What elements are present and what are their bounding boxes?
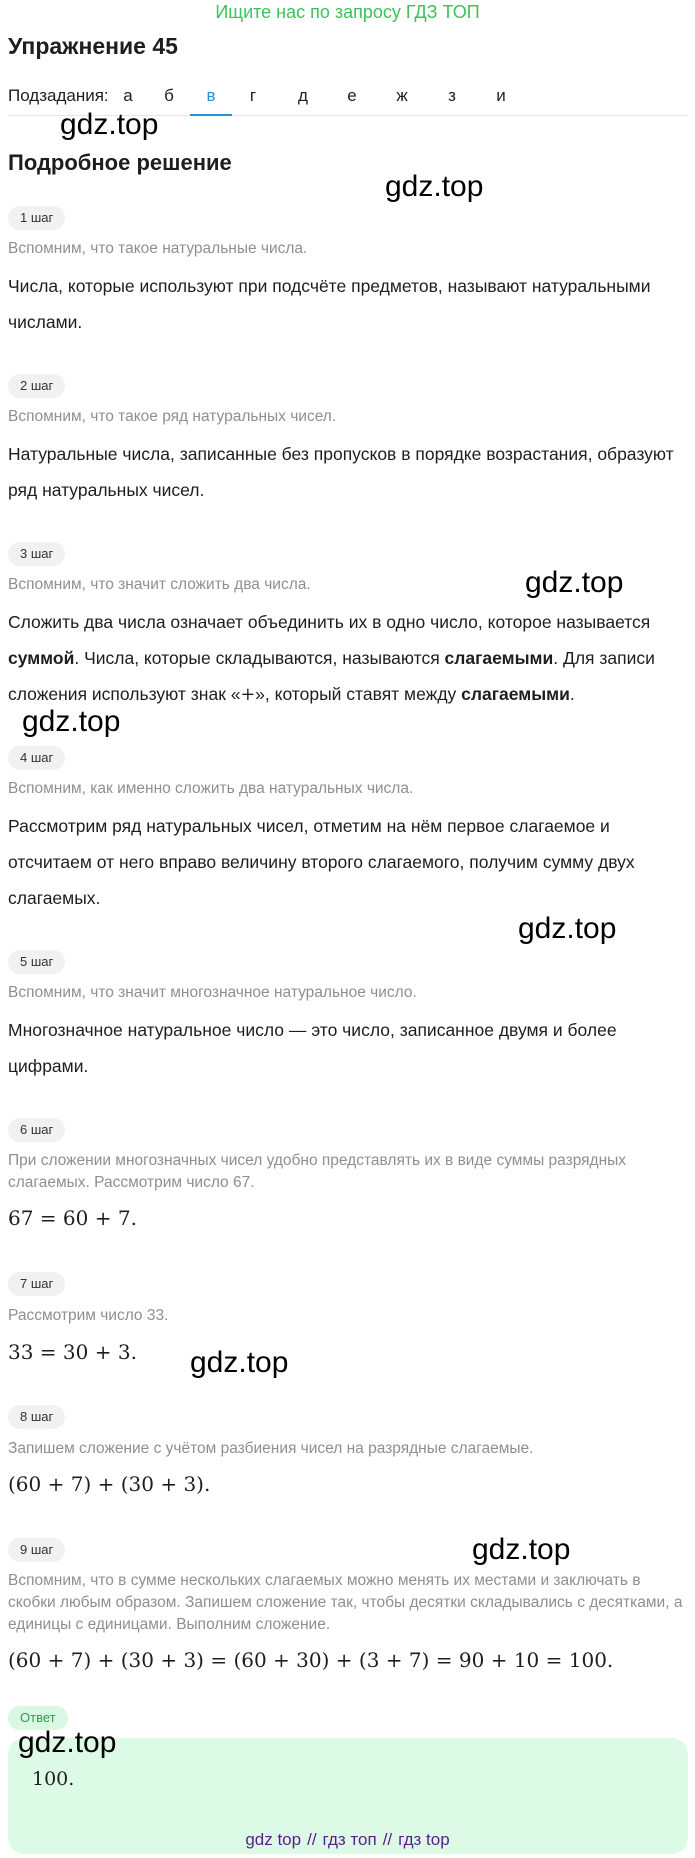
watermark: gdz.top (472, 1533, 571, 1566)
step-hint: Вспомним, что в сумме нескольких слагаемых можно менять их местами и заключать в скобки любым образом. Запишем сложение так, чтобы десятки складывались с десятками, а единицы с единицами. Выполним сложение. (8, 1572, 683, 1633)
step-formula: 33 = 30 + 3. (8, 1340, 137, 1364)
step-text: Натуральные числа, записанные без пропусков в порядке возрастания, образуют ряд натуральных чисел. (8, 444, 674, 500)
watermark: gdz.top (525, 566, 624, 599)
tab-subtask-g[interactable]: г (249, 86, 257, 105)
watermark: gdz.top (22, 705, 121, 738)
step-formula: (60 + 7) + (30 + 3) = (60 + 30) + (3 + 7) = 90 + 10 = 100. (8, 1648, 614, 1672)
footer-separator: // (307, 1830, 317, 1849)
watermark: gdz.top (518, 912, 617, 945)
answer-value: 100. (32, 1768, 75, 1790)
step-badge: 1 шаг (8, 206, 65, 230)
footer-link-gdz-top-ru[interactable]: гдз топ (322, 1830, 377, 1849)
term-summa: суммой (8, 648, 75, 668)
step-hint: Вспомним, что такое натуральные числа. (8, 240, 308, 257)
step-hint: Вспомним, что значит многозначное натуральное число. (8, 984, 417, 1001)
step-badge: 8 шаг (8, 1405, 65, 1429)
step-formula: 67 = 60 + 7. (8, 1206, 137, 1230)
tab-subtask-z[interactable]: з (448, 86, 456, 105)
step-hint: Рассмотрим число 33. (8, 1307, 169, 1324)
step-badge: 2 шаг (8, 374, 65, 398)
page-title: Упражнение 45 (8, 33, 178, 59)
solution-heading: Подробное решение (8, 150, 232, 175)
tab-subtask-i[interactable]: и (496, 86, 506, 105)
tab-subtask-zh[interactable]: ж (396, 86, 408, 105)
step-hint: При сложении многозначных чисел удобно представлять их в виде суммы разрядных слагаемых. Рассмотрим число 67. (8, 1152, 627, 1191)
step-hint: Вспомним, что значит сложить два числа. (8, 576, 311, 593)
search-banner: Ищите нас по запросу ГДЗ ТОП (215, 2, 480, 22)
tab-subtask-b[interactable]: б (164, 86, 174, 105)
tab-subtask-e[interactable]: е (347, 86, 357, 105)
step-badge: 6 шаг (8, 1118, 65, 1142)
footer-link-gdz-top[interactable]: gdz top (245, 1830, 302, 1849)
step-text-part: . Числа, которые складываются, называются (74, 648, 445, 668)
answer-badge: Ответ (8, 1706, 68, 1730)
step-text: Рассмотрим ряд натуральных чисел, отметим на нём первое слагаемое и отсчитаем от него вправо величину второго слагаемого, получим сумму двух слагаемых. (8, 816, 635, 908)
step-hint: Вспомним, что такое ряд натуральных чисел. (8, 408, 337, 425)
step-text-part: Сложить два числа означает объединить их в одно число, которое называется (8, 612, 651, 632)
footer-separator: // (382, 1830, 393, 1849)
watermark: gdz.top (18, 1726, 117, 1759)
step-badge: 7 шаг (8, 1272, 65, 1296)
step-hint: Запишем сложение с учётом разбиения чисел на разрядные слагаемые. (8, 1440, 534, 1457)
step-badge: 9 шаг (8, 1538, 65, 1562)
step-text: Числа, которые используют при подсчёте предметов, называют натуральными числами. (8, 276, 651, 332)
watermark: gdz.top (190, 1346, 289, 1379)
plus-sign: + (240, 685, 256, 705)
tab-subtask-d[interactable]: д (298, 86, 308, 105)
step-badge: 5 шаг (8, 950, 65, 974)
step-badge: 4 шаг (8, 746, 65, 770)
step-badge: 3 шаг (8, 542, 65, 566)
step-text-part: », который ставят между (255, 684, 462, 704)
tab-subtask-v[interactable]: в (190, 86, 232, 116)
footer-links (0, 1828, 695, 1852)
step-text (8, 604, 692, 713)
watermark: gdz.top (60, 108, 159, 141)
term-slagaemye: слагаемыми (461, 684, 570, 704)
step-text: Многозначное натуральное число — это число, записанное двумя и более цифрами. (8, 1020, 617, 1076)
step-text-part: . Для записи сложения используют знак « (8, 648, 655, 704)
step-hint: Вспомним, как именно сложить два натуральных числа. (8, 780, 414, 797)
subtasks-label: Подзадания: (8, 86, 109, 105)
watermark: gdz.top (385, 170, 484, 203)
step-formula: (60 + 7) + (30 + 3). (8, 1472, 211, 1496)
step-text-part: . (569, 684, 575, 704)
tab-subtask-a[interactable]: а (123, 86, 133, 105)
term-slagaemye: слагаемыми (444, 648, 554, 668)
footer-link-gdz-top-mixed[interactable]: гдз top (398, 1830, 450, 1849)
